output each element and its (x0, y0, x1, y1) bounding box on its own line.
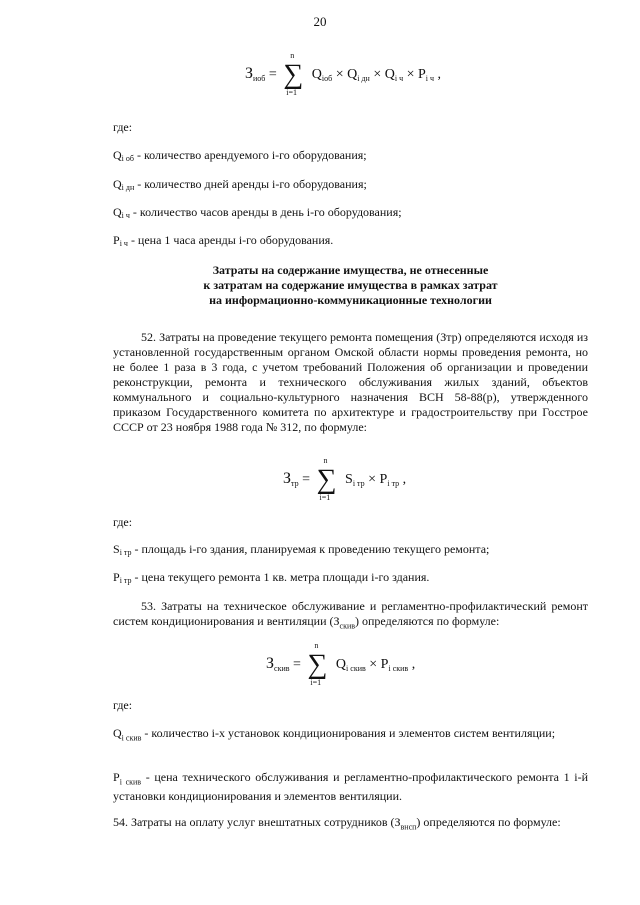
paragraph-53: 53. Затраты на техническое обслуживание и регламентно-профилактический ремонт систем кондиционирования и вентиляции $(З_{скив})$ определяются по формуле: (113, 599, 588, 631)
section-heading: Затраты на содержание имущества, не отнесенные к затратам на содержание имущества в рамках затрат на информационно-коммуникационные технологии (203, 263, 498, 307)
where-label: где: (113, 698, 133, 712)
where-label: где: (113, 120, 133, 134)
formula-ventilation-maintenance: $З_{скив}$ = ∑ n i=1 $Q_{i скив} \times P_{i скив}$ , (266, 641, 416, 687)
definition-p-skiv: $P_{i скив}$ - цена технического обслуживания и регламентно-профилактического ремонта 1 i-й установки кондиционирования и элементов вентиляции. (113, 770, 588, 804)
definition-s-tr: $S_{i тр}$ - площадь i-го здания, планируемая к проведению текущего ремонта; (113, 542, 490, 557)
formula-current-repair: $З_{тр}$ = ∑ n i=1 $S_{i тр} \times P_{i тр}$ , (283, 456, 407, 502)
definition-q-ob: $Q_{i об}$ - количество арендуемого i-го оборудования; (113, 148, 367, 163)
sum-sign: ∑ n i=1 (307, 641, 328, 687)
sum-sign: ∑ n i=1 (283, 51, 304, 97)
definition-p-tr: $P_{i тр}$ - цена текущего ремонта 1 кв. метра площади i-го здания. (113, 570, 430, 585)
formula-rental-equipment: $З_{иоб}$ = ∑ n i=1 $Q_{iоб} \times Q_{i дн} \times Q_{i ч} \times P_{i ч}$ , (245, 51, 442, 97)
sum-sign: ∑ n i=1 (316, 456, 337, 502)
definition-p-ch: $P_{i ч}$ - цена 1 часа аренды i-го оборудования. (113, 233, 334, 248)
definition-q-ch: $Q_{i ч}$ - количество часов аренды в день i-го оборудования; (113, 205, 402, 220)
page-number: 20 (313, 14, 327, 29)
definition-q-dn: $Q_{i дн}$ - количество дней аренды i-го оборудования; (113, 177, 367, 192)
definition-q-skiv: $Q_{i скив}$ - количество i-х установок кондиционирования и элементов систем вентиляции; (113, 726, 556, 743)
paragraph-54: 54. Затраты на оплату услуг внештатных сотрудников $(З_{внсп})$ определяются по формуле: (113, 815, 561, 832)
paragraph-52: 52. Затраты на проведение текущего ремонта помещения (Зтр) определяются исходя из установленной государственным органом Омской области нормы проведения ремонта, но не более 1 раза в 3 года, с учетом требований Положения об организации и проведении реконструкции, ремонта и технического обслуживания жилых зданий, объектов коммунального и социально-культурного назначения ВСН 58-88(р), утвержденного приказом Государственного комитета по архитектуре и градостроительству при Госстрое СССР от 23 ноября 1988 года № 312, по формуле: (113, 330, 588, 434)
where-label: где: (113, 515, 133, 529)
